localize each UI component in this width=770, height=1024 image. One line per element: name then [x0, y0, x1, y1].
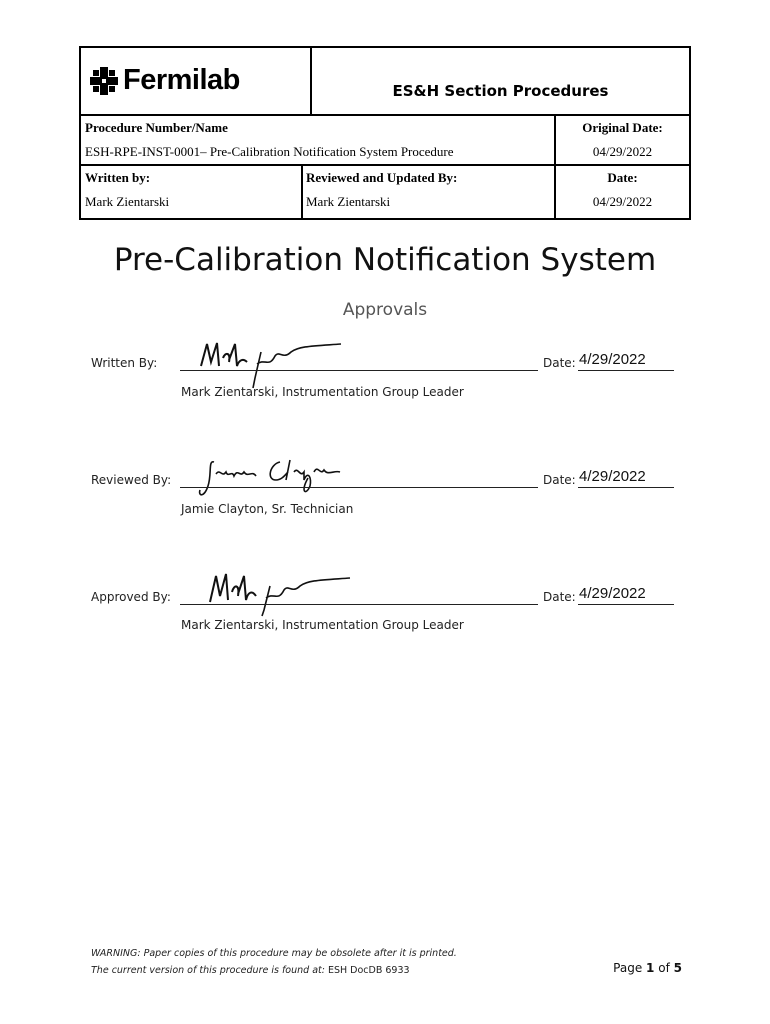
signature-jamie-clayton: [194, 456, 344, 502]
original-date-label: Original Date:: [582, 120, 663, 135]
reviewed-by-value: Mark Zientarski: [306, 194, 391, 209]
written-by-value: Mark Zientarski: [85, 194, 170, 209]
footer-current-version: [91, 965, 410, 976]
signature-line-reviewed: [180, 487, 538, 488]
date-value-reviewed: 4/29/2022: [579, 468, 646, 485]
page-number: [613, 961, 682, 975]
written-by-name: Mark Zientarski, Instrumentation Group Leader: [181, 385, 464, 399]
header-top-row: [81, 48, 689, 116]
procedure-number-label: Procedure Number/Name: [85, 120, 228, 135]
logo-cell: [81, 48, 312, 114]
footer-docdb-ref: ESH DocDB 6933: [327, 965, 410, 976]
divider-written-column: [301, 166, 303, 220]
date-value: 04/29/2022: [592, 194, 653, 209]
date-line-reviewed: [578, 487, 674, 488]
date-value-written: 4/29/2022: [579, 351, 646, 368]
divider-row2: [81, 164, 689, 166]
reviewed-by-label: Reviewed and Updated By:: [306, 170, 458, 185]
reviewed-by-role-label: Reviewed By:: [91, 473, 172, 487]
fermilab-emblem-icon: [90, 67, 118, 95]
approved-by-name: Mark Zientarski, Instrumentation Group Leader: [181, 618, 464, 632]
date-label-approved: Date:: [543, 590, 576, 604]
procedure-number-value: ESH-RPE-INST-0001– Pre-Calibration Notification System Procedure: [85, 144, 454, 159]
date-label-reviewed: Date:: [543, 473, 576, 487]
fermilab-logo: [90, 66, 240, 95]
signature-mark-zientarski-approved: [204, 568, 354, 618]
footer-warning: WARNING: Paper copies of this procedure may be obsolete after it is printed.: [91, 948, 457, 959]
date-label: Date:: [607, 170, 638, 185]
section-title: ES&H Section Procedures: [392, 82, 609, 100]
logo-text: Fermilab: [123, 64, 240, 96]
page-of: of: [658, 961, 670, 975]
signature-mark-zientarski: [195, 338, 345, 390]
approved-by-role-label: Approved By:: [91, 590, 171, 604]
page-current: 1: [646, 961, 655, 975]
written-by-role-label: Written By:: [91, 356, 158, 370]
date-label-written: Date:: [543, 356, 576, 370]
page-total: 5: [673, 961, 682, 975]
date-line-approved: [578, 604, 674, 605]
footer-current-version-text: The current version of this procedure is found at:: [91, 965, 325, 976]
date-line-written: [578, 370, 674, 371]
original-date-value: 04/29/2022: [592, 144, 653, 159]
approvals-heading: Approvals: [342, 300, 428, 320]
page-word: Page: [613, 961, 643, 975]
page-title: Pre-Calibration Notification System: [113, 242, 657, 278]
signature-line-approved: [180, 604, 538, 605]
procedure-header-table: [79, 46, 691, 220]
signature-line-written: [180, 370, 538, 371]
reviewed-by-name: Jamie Clayton, Sr. Technician: [181, 502, 354, 516]
written-by-label: Written by:: [85, 170, 151, 185]
date-value-approved: 4/29/2022: [579, 585, 646, 602]
